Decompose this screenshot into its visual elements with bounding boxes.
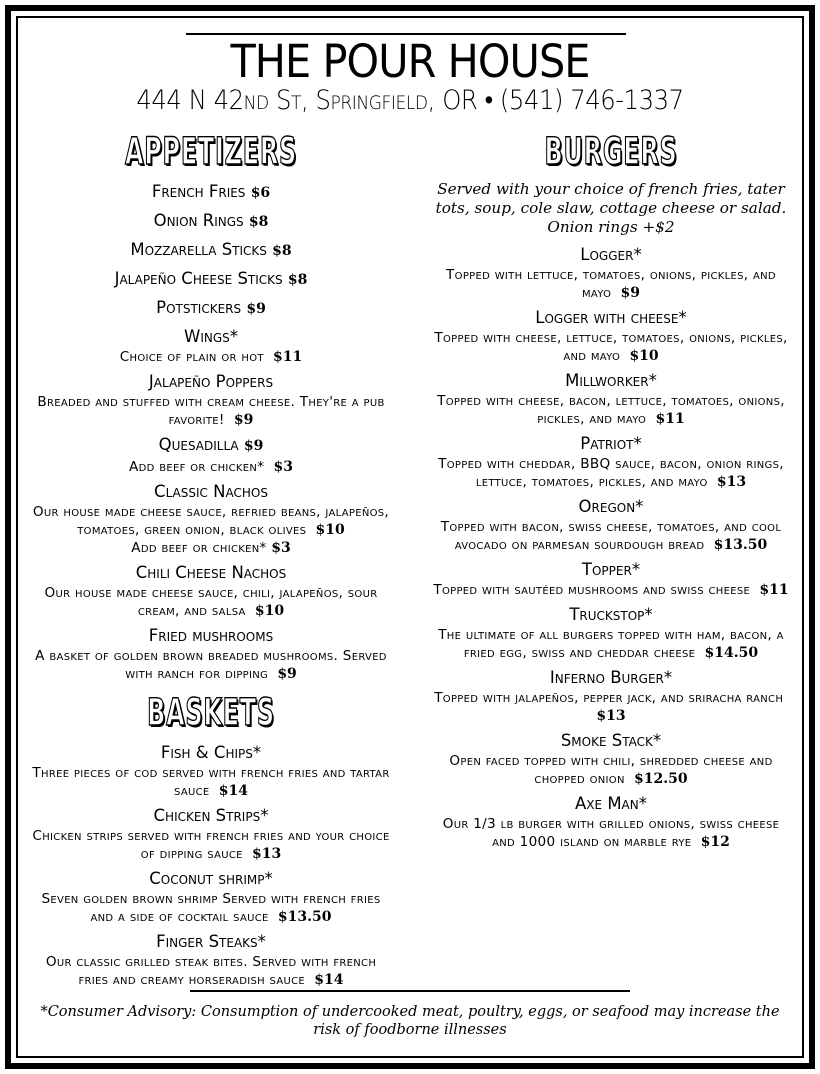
menu-item [430,243,792,302]
menu-item-name: Chili Cheese Nachos [135,563,287,582]
menu-item [430,666,792,725]
menu-item-description [30,890,392,926]
menu-item-description-text: Breaded and stuffed with cream cheese. They're a pub favorite! [37,394,385,428]
restaurant-address: 444 N 42nd St, Springfield, OR • (541) 746-1337 [136,85,684,116]
menu-item-description [30,458,392,476]
menu-item-description [430,626,792,662]
menu-item-name: Jalapeño Poppers [148,372,274,391]
menu-item-price: $12.50 [633,771,688,787]
menu-item-addon-text: Add beef or chicken* [131,540,267,556]
menu-item [430,369,792,428]
menu-item-description [430,455,792,491]
menu-item-price: $6 [250,185,271,201]
menu-item-description [430,815,792,851]
menu-item-name: Patriot* [580,434,642,453]
menu-item-price: $13 [251,846,282,862]
menu-item [430,495,792,554]
menu-item-name: Fried mushrooms [148,626,274,645]
menu-item-description [430,518,792,554]
burgers-list [430,243,792,851]
menu-item-price: $10 [629,348,659,364]
menu-item [430,792,792,851]
menu-item-price: $14 [218,783,248,799]
menu-item-title [430,558,792,581]
menu-item-description [30,953,392,989]
menu-item-price: $10 [254,603,285,619]
menu-item-title [430,306,792,329]
menu-item-title [30,238,392,263]
menu-item-name: Fish & Chips* [160,743,262,762]
menu-item [430,729,792,788]
menu-item-name: Finger Steaks* [156,932,266,951]
menu-item-description [30,584,392,620]
menu-item-price: $9 [243,438,264,454]
menu-item-description-text: Choice of plain or hot [119,349,264,365]
restaurant-name: THE POUR HOUSE [230,35,590,88]
menu-item-description-text: Topped with cheese, bacon, lettuce, tomatoes, onions, pickles, and mayo [437,393,785,427]
menu-item-title [30,561,392,584]
menu-item-description-text: Topped with lettuce, tomatoes, onions, pickles, and mayo [446,267,776,301]
menu-item [30,209,392,234]
baskets-list [30,741,392,989]
menu-item-title [30,867,392,890]
menu-item-description [30,393,392,429]
menu-item [30,867,392,926]
menu-item-price: $14.50 [704,645,759,661]
consumer-advisory: *Consumer Advisory: Consumption of undercooked meat, poultry, eggs, or seafood may increase the risk of foodborne illnesses [40,1004,780,1038]
menu-item-description [30,647,392,683]
menu-item-name: Coconut shrimp* [149,869,273,888]
menu-item-price: $13 [596,708,626,724]
menu-item-price: $3 [273,459,294,475]
menu-item-description-text: Three pieces of cod served with french fries and tartar sauce [32,765,390,799]
menu-item-price: $8 [287,272,308,288]
menu-item-title [430,243,792,266]
menu-item-description-text: Topped with bacon, swiss cheese, tomatoes, and cool avocado on parmesan sourdough bread [440,519,782,553]
menu-item-price: $9 [277,666,297,682]
baskets-section [30,689,392,989]
menu-item-price: $10 [315,522,345,538]
menu-item-name: Millworker* [565,371,657,390]
menu-item [430,603,792,662]
bottom-divider [190,990,630,992]
menu-item-price: $12 [700,834,730,850]
menu-item [30,238,392,263]
menu-item-title [30,930,392,953]
menu-item-price: $13 [716,474,747,490]
menu-item-name: Truckstop* [569,605,653,624]
menu-item-name: Wings* [184,327,238,346]
menu-item-title [430,495,792,518]
menu-item-description-text: Our 1/3 lb burger with grilled onions, swiss cheese and 1000 island on marble rye [442,816,780,850]
menu-item-title [30,433,392,458]
menu-item [30,296,392,321]
menu-item-description-text: Seven golden brown shrimp Served with french fries and a side of cocktail sauce [41,891,381,925]
menu-item-price: $11 [273,349,303,365]
menu-item-price: $8 [272,243,292,259]
menu-item-title [30,325,392,348]
menu-item-title [30,480,392,503]
appetizers-list [30,180,392,683]
menu-item-name: Classic Nachos [154,482,268,501]
menu-item-description [30,348,392,366]
menu-item [430,306,792,365]
left-column [30,128,392,993]
menu-item-price: $14 [314,972,344,988]
menu-item-title [30,624,392,647]
menu-item-price: $9 [233,412,254,428]
menu-item-title [430,729,792,752]
menu-item-name: Logger with cheese* [535,308,687,327]
menu-item-price: $9 [246,301,266,317]
menu-item-description-text: Topped with cheddar, BBQ sauce, bacon, onion rings, lettuce, tomatoes, pickles, and mayo [438,456,784,490]
menu-item-price: $13.50 [713,537,768,553]
menu-item-name: Mozzarella Sticks [130,240,267,259]
menu-item [30,624,392,683]
menu-item-description-text: Our house made cheese sauce, chili, jalapeños, sour cream, and salsa [44,585,378,619]
menu-item [430,558,792,599]
menu-item-description-text: Topped with cheese, lettuce, tomatoes, onions, pickles, and mayo [434,330,788,364]
menu-item-description [430,266,792,302]
right-column [430,128,792,855]
menu-item-title [30,296,392,321]
menu-item-name: Potstickers [156,298,242,317]
menu-item-price: $13.50 [277,909,332,925]
menu-item-description-text: Chicken strips served with french fries and your choice of dipping sauce [32,828,390,862]
menu-item-title [430,369,792,392]
menu-item-description [430,689,792,725]
menu-item-title [30,180,392,205]
menu-item-title [30,209,392,234]
menu-item-description [30,503,392,539]
menu-item [30,741,392,800]
burgers-heading: BURGERS [544,130,678,173]
menu-item-description-text: Add beef or chicken* [128,459,265,475]
menu-item-title [430,432,792,455]
menu-item [30,804,392,863]
menu-item-price: $11 [759,582,789,598]
menu-item [30,267,392,292]
menu-item-title [30,370,392,393]
menu-item-name: Jalapeño Cheese Sticks [114,269,283,288]
menu-item-price: $9 [620,285,641,301]
menu-item-addon [30,539,392,557]
menu-item-name: Inferno Burger* [549,668,673,687]
burgers-section [430,128,792,851]
appetizers-heading: APPETIZERS [125,130,297,173]
menu-item-description [430,752,792,788]
menu-item-description-text: Our house made cheese sauce, refried beans, jalapeños, tomatoes, green onion, black olives [32,504,390,538]
menu-item-description-text: Topped with sautéed mushrooms and swiss cheese [433,582,751,598]
menu-item-title [430,666,792,689]
menu-item [30,930,392,989]
burgers-intro: Served with your choice of french fries, tater tots, soup, cole slaw, cottage cheese or salad. Onion rings +$2 [435,180,787,236]
menu-item-price: $11 [655,411,685,427]
menu-item-description-text: Open faced topped with chili, shredded cheese and chopped onion [449,753,773,787]
menu-item-description [30,764,392,800]
menu-item-title [30,267,392,292]
menu-item-description [430,392,792,428]
menu-item-name: Onion Rings [153,211,244,230]
menu-item-description [30,827,392,863]
baskets-heading: BASKETS [147,691,275,734]
menu-item-title [30,741,392,764]
menu-item-name: Quesadilla [158,435,239,454]
menu-item-description-text: Our classic grilled steak bites. Served with french fries and creamy horseradish sauce [45,954,377,988]
menu-item-name: French Fries [151,182,246,201]
menu-item-title [30,804,392,827]
menu-item-description-text: The ultimate of all burgers topped with ham, bacon, a fried egg, swiss and cheddar cheese [438,627,784,661]
menu-item-title [430,603,792,626]
menu-item-name: Axe Man* [574,794,647,813]
menu-item-description-text: A basket of golden brown breaded mushrooms. Served with ranch for dipping [35,648,387,682]
menu-item-title [430,792,792,815]
menu-item [30,480,392,557]
menu-item-name: Logger* [580,245,642,264]
appetizers-section [30,128,392,683]
menu-item-price: $8 [248,214,269,230]
menu-item-name: Chicken Strips* [153,806,269,825]
menu-item [30,561,392,620]
menu-item [30,370,392,429]
menu-item-addon-price: $3 [271,540,291,556]
menu-item [430,432,792,491]
menu-item-name: Smoke Stack* [560,731,662,750]
menu-item-description-text: Topped with jalapeños, pepper jack, and sriracha ranch [434,690,784,706]
menu-item [30,433,392,476]
menu-item [30,180,392,205]
menu-item-description [430,329,792,365]
menu-item-name: Oregon* [578,497,644,516]
menu-item [30,325,392,366]
menu-item-name: Topper* [581,560,641,579]
menu-item-description [430,581,792,599]
